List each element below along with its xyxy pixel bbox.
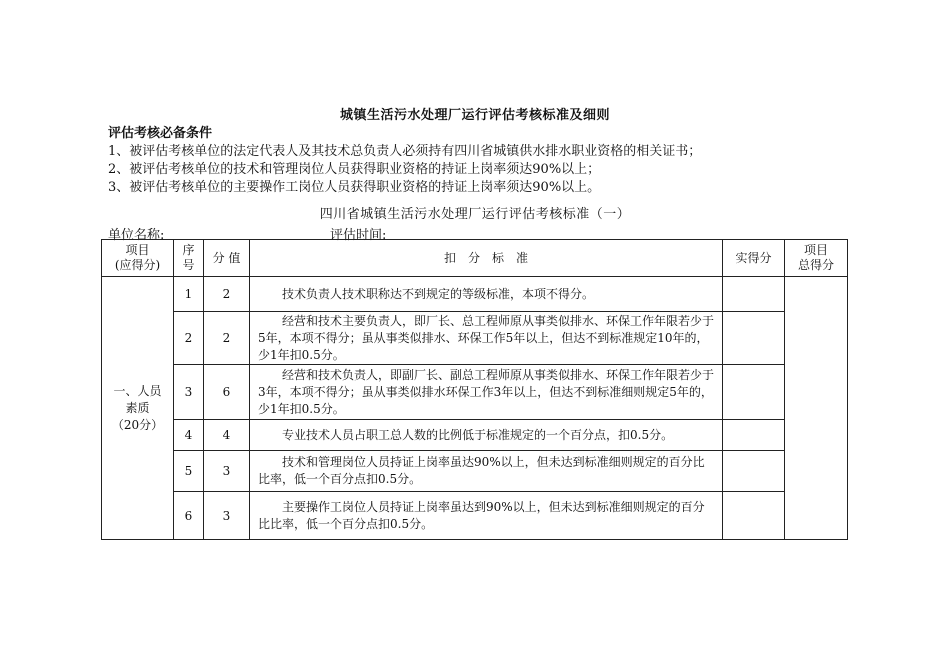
standard-text: 主要操作工岗位人员持证上岗率虽达到90%以上，但未达到标准细则规定的百分比比率，低一个百分点扣0.5分。 <box>258 499 705 531</box>
standard-text: 技术负责人技术职称达不到规定的等级标准，本项不得分。 <box>282 286 595 301</box>
standard-text: 经营和技术主要负责人，即厂长、总工程师原从事类似排水、环保工作年限若少于5年，本项不得分；虽从事类似排水、环保工作5年以上，但达不到标准规定10年的，少1年扣0.5分。 <box>258 313 715 362</box>
actual-score-cell[interactable] <box>723 451 785 492</box>
header-seq <box>174 240 204 277</box>
category-line1: 一、人员 <box>113 383 162 398</box>
header-actual: 实得分 <box>723 240 785 277</box>
actual-score-cell[interactable] <box>723 492 785 540</box>
standard-cell <box>250 451 723 492</box>
requirement-1: 1、被评估考核单位的法定代表人及其技术总负责人必须持有四川省城镇供水排水职业资格的相关证书； <box>108 144 702 159</box>
score-cell: 2 <box>204 277 250 312</box>
header-item-line2: (应得分) <box>114 258 161 272</box>
seq-cell: 1 <box>174 277 204 312</box>
score-cell: 4 <box>204 420 250 451</box>
assessment-time-label: 评估时间: <box>330 228 387 243</box>
header-item-line1: 项目 <box>125 243 150 257</box>
prerequisites-heading: 评估考核必备条件 <box>108 126 213 141</box>
category-line3: （20分） <box>111 417 164 432</box>
table-title: 四川省城镇生活污水处理厂运行评估考核标准（一） <box>319 207 631 222</box>
header-score: 分 值 <box>204 240 250 277</box>
category-line2: 素质 <box>125 400 150 415</box>
score-cell: 3 <box>204 451 250 492</box>
actual-score-cell[interactable] <box>723 365 785 420</box>
standard-text: 经营和技术负责人，即副厂长、副总工程师原从事类似排水、环保工作年限若少于3年，本项不得分；虽从事类似排水环保工作3年以上，但达不到标准细则规定5年的，少1年扣0.5分。 <box>258 367 715 416</box>
seq-cell: 3 <box>174 365 204 420</box>
table-header-row <box>102 240 848 277</box>
requirement-2: 2、被评估考核单位的技术和管理岗位人员获得职业资格的持证上岗率须达90%以上； <box>108 162 601 177</box>
seq-cell: 6 <box>174 492 204 540</box>
score-cell: 2 <box>204 312 250 365</box>
header-total-line1: 项目 <box>803 243 828 257</box>
actual-score-cell[interactable] <box>723 277 785 312</box>
standard-cell <box>250 312 723 365</box>
header-total <box>785 240 848 277</box>
header-seq-line2: 号 <box>182 258 195 272</box>
table-row <box>102 277 848 312</box>
standard-text: 技术和管理岗位人员持证上岗率虽达90%以上，但未达到标准细则规定的百分比比率，低一个百分点扣0.5分。 <box>258 455 705 486</box>
table-row <box>102 492 848 540</box>
category-cell <box>102 277 174 540</box>
standard-cell <box>250 365 723 420</box>
document-title: 城镇生活污水处理厂运行评估考核标准及细则 <box>339 108 610 123</box>
standard-text: 专业技术人员占职工总人数的比例低于标准规定的一个百分点，扣0.5分。 <box>282 427 674 442</box>
actual-score-cell[interactable] <box>723 312 785 365</box>
standard-cell <box>250 492 723 540</box>
assessment-table <box>101 239 848 540</box>
table-row <box>102 365 848 420</box>
header-total-line2: 总得分 <box>797 258 834 272</box>
requirement-3: 3、被评估考核单位的主要操作工岗位人员获得职业资格的持证上岗率须达90%以上。 <box>108 180 601 195</box>
score-cell: 6 <box>204 365 250 420</box>
seq-cell: 5 <box>174 451 204 492</box>
standard-cell <box>250 277 723 312</box>
table-row <box>102 451 848 492</box>
seq-cell: 2 <box>174 312 204 365</box>
unit-name-label: 单位名称: <box>108 228 165 243</box>
standard-cell <box>250 420 723 451</box>
score-cell: 3 <box>204 492 250 540</box>
table-row <box>102 420 848 451</box>
header-item <box>102 240 174 277</box>
actual-score-cell[interactable] <box>723 420 785 451</box>
header-standard: 扣 分 标 准 <box>250 240 723 277</box>
table-row <box>102 312 848 365</box>
seq-cell: 4 <box>174 420 204 451</box>
header-seq-line1: 序 <box>182 243 195 257</box>
total-score-cell[interactable] <box>785 277 848 540</box>
